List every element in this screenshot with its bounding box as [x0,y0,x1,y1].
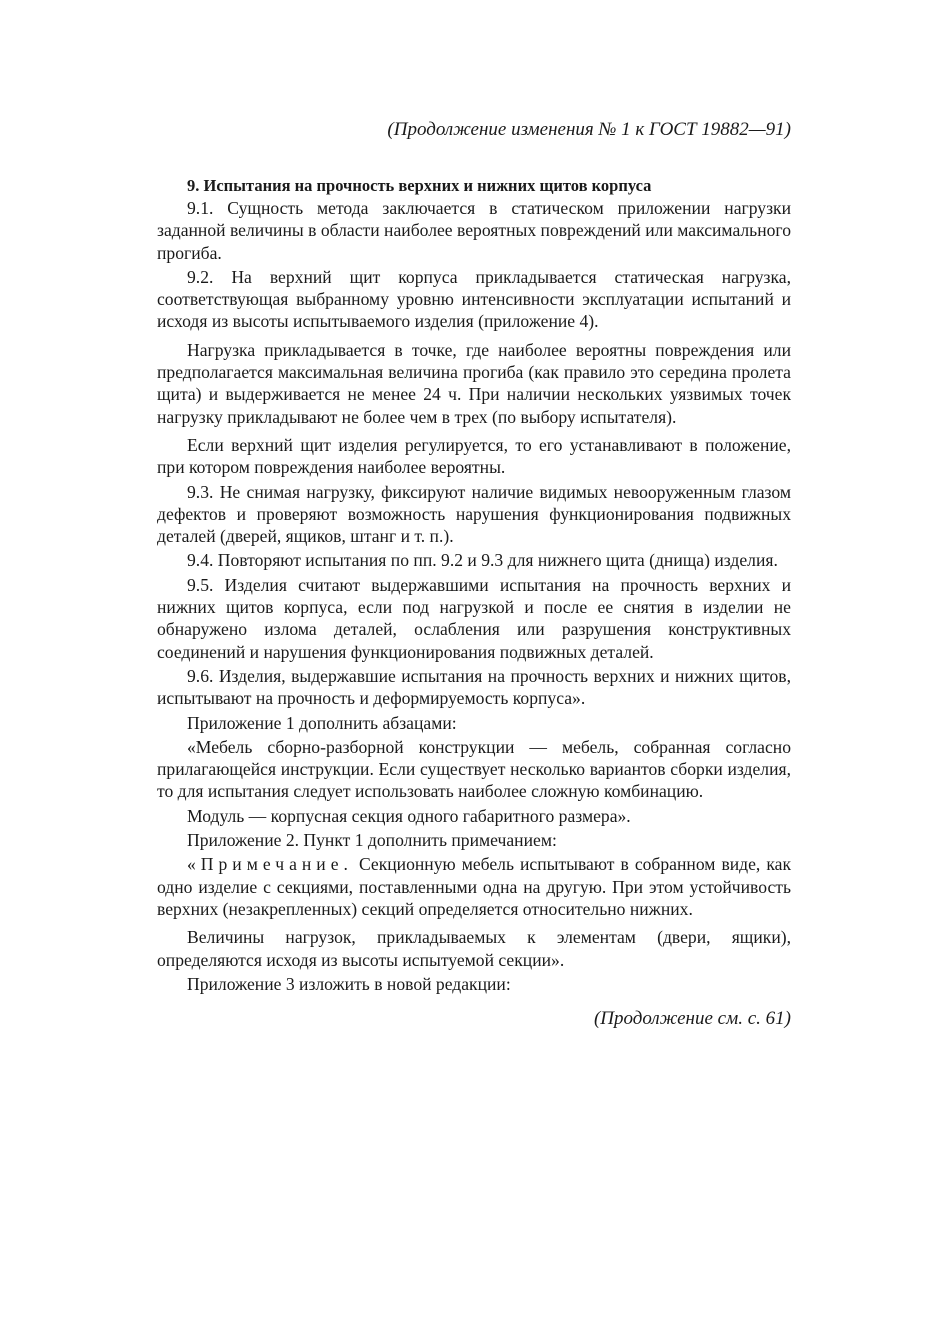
page-footer: (Продолжение см. с. 61) [593,1008,791,1030]
section-heading: 9. Испытания на прочность верхних и нижних щитов корпуса [187,176,652,195]
paragraph-appendix-2: Приложение 2. Пункт 1 дополнить примечанием: [187,830,557,851]
paragraph-9-2: 9.2. На верхний щит корпуса прикладывается статическая нагрузка, соответствующая выбранному уровню интенсивности эксплуатации испытаний и исходя из высоты испытываемого изделия (приложение 4). [157,266,791,332]
paragraph-module-definition: Модуль — корпусная секция одного габаритного размера». [187,805,631,826]
paragraph-note [157,853,791,920]
paragraph-appendix-3: Приложение 3 изложить в новой редакции: [187,973,511,994]
paragraph-9-5: 9.5. Изделия считают выдержавшими испытания на прочность верхних и нижних щитов корпуса, если под нагрузкой и после ее снятия в изделии не обнаружено излома деталей, ослабления или разрушения конструктивных соединений и нарушения функционирования подвижных деталей. [157,574,791,662]
paragraph-9-1: 9.1. Сущность метода заключается в статическом приложении нагрузки заданной величины в области наиболее вероятных повреждений или максимального прогиба. [157,198,791,263]
paragraph-load-point: Нагрузка прикладывается в точке, где наиболее вероятны повреждения или предполагается максимальная величина прогиба (как правило это середина пролета щита) и выдерживается не менее 24 ч. При наличии нескольких уязвимых точек нагрузку прикладывают не более чем в трех (по выбору испытателя). [157,339,791,427]
paragraph-adjustable-top: Если верхний щит изделия регулируется, то его устанавливают в положение, при котором повреждения наиболее вероятны. [157,434,791,478]
note-prefix: «Примечание. [187,854,353,875]
paragraph-9-6: 9.6. Изделия, выдержавшие испытания на прочность верхних и нижних щитов, испытывают на прочность и деформируемость корпуса». [157,665,791,709]
page-header: (Продолжение изменения № 1 к ГОСТ 19882—91) [387,119,791,140]
paragraph-furniture-definition: «Мебель сборно-разборной конструкции — мебель, собранная согласно прилагающейся инструкции. Если существует несколько вариантов сборки изделия, то для испытания следует использовать наиболее сложную комбинацию. [157,736,791,802]
document-page [157,118,791,1050]
paragraph-9-4: 9.4. Повторяют испытания по пп. 9.2 и 9.3 для нижнего щита (днища) изделия. [187,550,778,571]
paragraph-appendix-1: Приложение 1 дополнить абзацами: [187,712,457,733]
paragraph-9-3: 9.3. Не снимая нагрузку, фиксируют наличие видимых невооруженным глазом дефектов и проверяют возможность нарушения функционирования подвижных деталей (дверей, ящиков, штанг и т. п.). [157,481,791,547]
paragraph-load-values: Величины нагрузок, прикладываемых к элементам (двери, ящики), определяются исходя из высоты испытуемой секции». [157,927,791,970]
note-text: Секционную мебель испытывают в собранном виде, как одно изделие с секциями, поставленными одна на другую. При этом устойчивость верхних (незакрепленных) секций определяется относительно нижних. [157,854,791,919]
